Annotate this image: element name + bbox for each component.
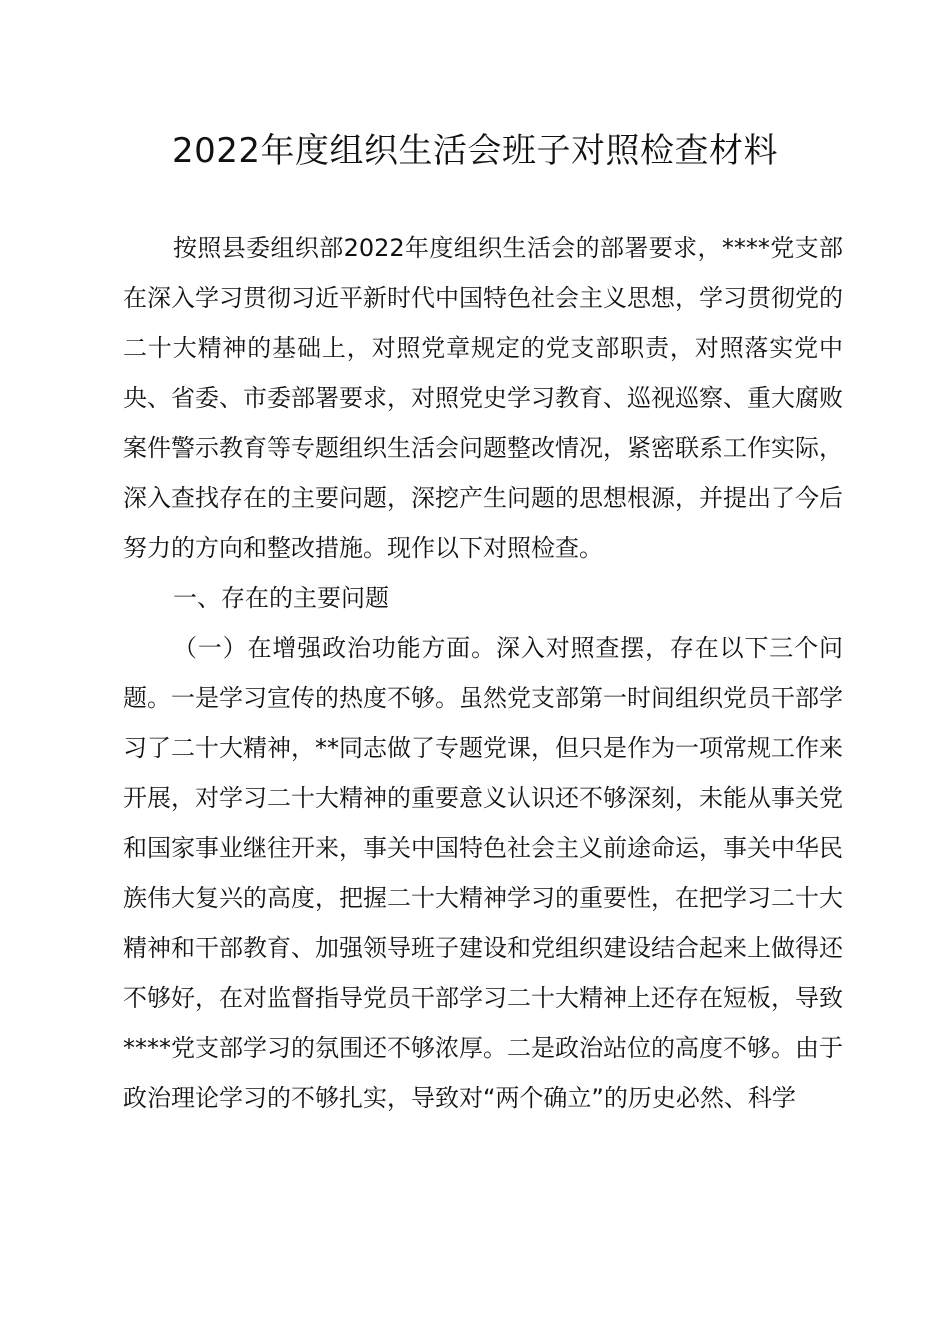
section-heading: 一、存在的主要问题 — [173, 584, 389, 612]
body-paragraph: （一）在增强政治功能方面。深入对照查摆，存在以下三个问题。一是学习宣传的热度不够。虽然党支部第一时间组织党员干部学习了二十大精神，**同志做了专题党课，但只是作为一项常规工作来开展，对学习二十大精神的重要意义认识还不够深刻，未能从事关党和国家事业继往开来，事关中国特色社会主义前途命运，事关中华民族伟大复兴的高度，把握二十大精神学习的重要性，在把学习二十大精神和干部教育、加强领导班子建设和党组织建设结合起来上做得还不够好，在对监督指导党员干部学习二十大精神上还存在短板，导致****党支部学习的氛围还不够浓厚。二是政治站位的高度不够。由于政治理论学习的不够扎实，导致对“两个确立”的历史必然、科学 — [123, 634, 843, 1112]
document-body — [123, 223, 843, 1123]
intro-paragraph: 按照县委组织部2022年度组织生活会的部署要求，****党支部在深入学习贯彻习近平新时代中国特色社会主义思想，学习贯彻党的二十大精神的基础上，对照党章规定的党支部职责，对照落实党中央、省委、市委部署要求，对照党史学习教育、巡视巡察、重大腐败案件警示教育等专题组织生活会问题整改情况，紧密联系工作实际，深入查找存在的主要问题，深挖产生问题的思想根源，并提出了今后努力的方向和整改措施。现作以下对照检查。 — [123, 234, 843, 562]
document-title: 2022年度组织生活会班子对照检查材料 — [171, 131, 779, 171]
